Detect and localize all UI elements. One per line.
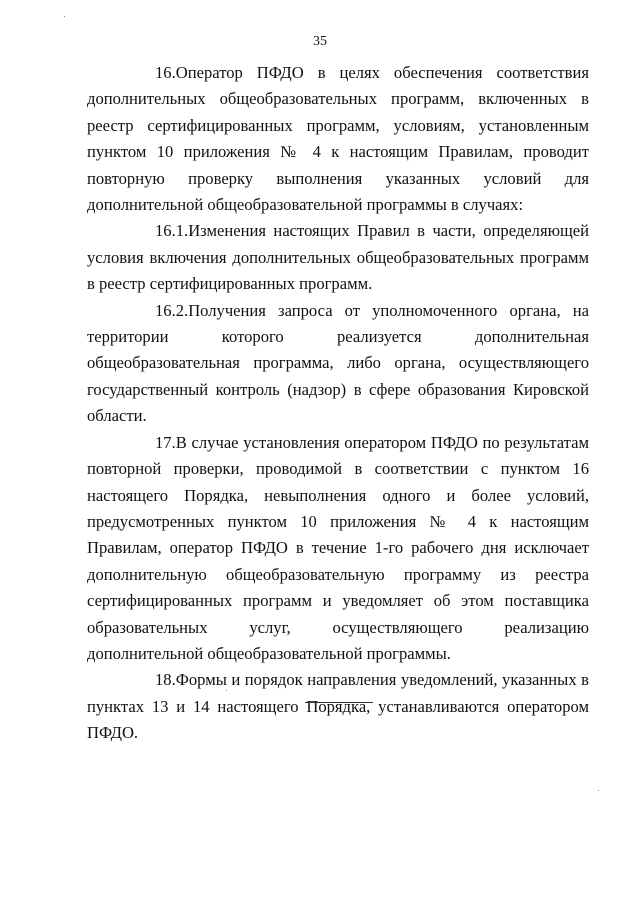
document-body xyxy=(87,60,589,747)
paragraph-text: Получения запроса от уполномоченного органа, на территории которого реализуется дополнительная общеобразовательная программа, либо органа, осуществляющего государственный контроль (надзор) в сфере образования Кировской области. xyxy=(87,300,589,426)
paragraph-text: В случае установления оператором ПФДО по результатам повторной проверки, проводимой в соответствии с пунктом 16 настоящего Порядка, невыполнения одного и более условий, предусмотренных пунктом 10 приложения № 4 к настоящим Правилам, оператор ПФДО в течение 1-го рабочего дня исключает дополнительную общеобразовательную программу из реестра сертифицированных программ и уведомляет об этом поставщика образовательных услуг, осуществляющего реализацию дополнительной общеобразовательной программы. xyxy=(87,432,589,663)
scan-speck xyxy=(598,790,599,791)
page-number: 35 xyxy=(313,34,327,49)
paragraph-number: 16.2. xyxy=(155,300,189,320)
paragraph-number: 18. xyxy=(155,670,176,690)
paragraph-17 xyxy=(87,430,589,668)
paragraph-number: 17. xyxy=(155,432,176,452)
closing-divider xyxy=(305,702,373,703)
paragraph-text: Формы и порядок направления уведомлений, указанных в пунктах 13 и 14 настоящего Порядка, устанавливаются оператором ПФДО. xyxy=(87,670,589,743)
paragraph-18 xyxy=(87,667,589,746)
scan-speck xyxy=(64,16,65,17)
paragraph-16-2 xyxy=(87,298,589,430)
paragraph-number: 16. xyxy=(155,63,176,82)
paragraph-16 xyxy=(87,60,589,218)
scan-speck xyxy=(226,690,227,691)
paragraph-16-1 xyxy=(87,218,589,297)
paragraph-text: Оператор ПФДО в целях обеспечения соответствия дополнительных общеобразовательных программ, включенных в реестр сертифицированных программ, условиям, установленным пунктом 10 приложения № 4 к настоящим Правилам, проводит повторную проверку выполнения указанных условий для дополнительной общеобразовательной программы в случаях: xyxy=(87,63,589,215)
paragraph-number: 16.1. xyxy=(155,221,189,241)
paragraph-text: Изменения настоящих Правил в части, определяющей условия включения дополнительных общеобразовательных программ в реестр сертифицированных программ. xyxy=(87,221,589,294)
